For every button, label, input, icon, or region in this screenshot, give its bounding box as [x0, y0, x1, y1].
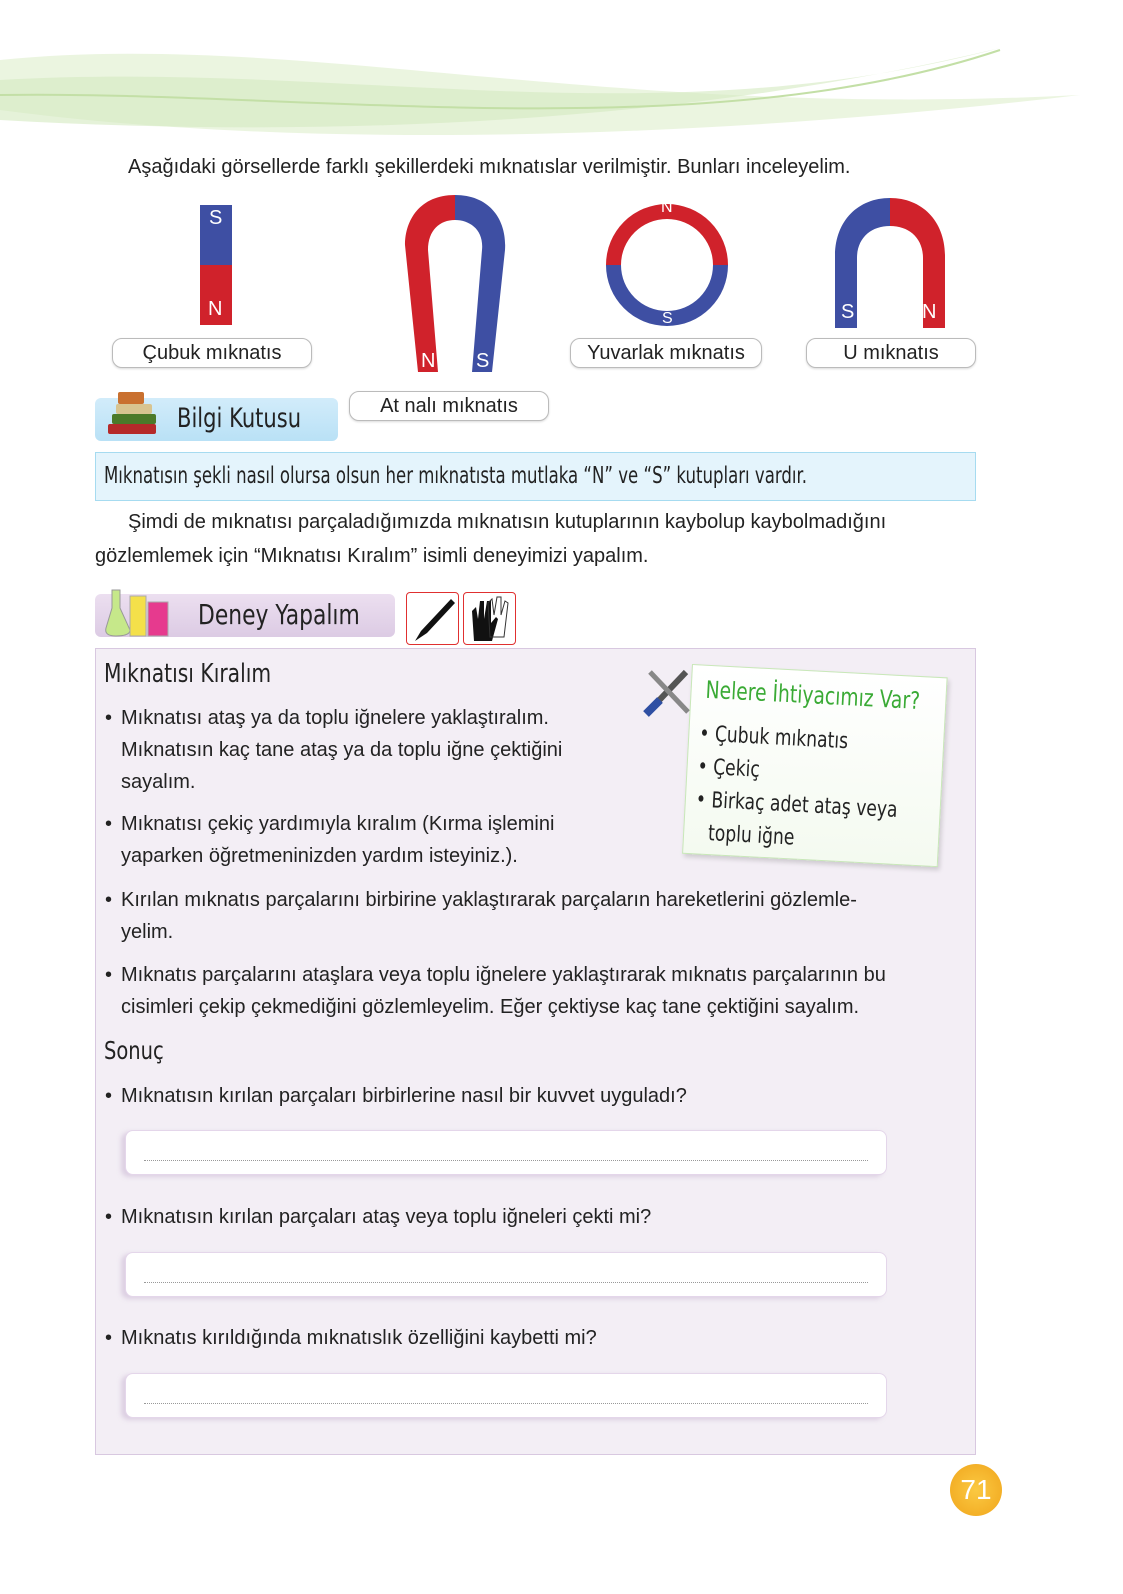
- ring-magnet-label: Yuvarlak mıknatıs: [570, 338, 762, 368]
- experiment-header-title: Deney Yapalım: [198, 598, 360, 631]
- intro-text: Aşağıdaki görsellerde farklı şekillerdeki mıknatıslar verilmiştir. Bunları inceleyelim.: [128, 156, 851, 178]
- question-text: Mıknatısın kırılan parçaları ataş veya toplu iğneleri çekti mi?: [121, 1206, 652, 1228]
- u-magnet-label: U mıknatıs: [806, 338, 976, 368]
- step-line: Mıknatısı ataş ya da toplu iğnelere yaklaştıralım.: [121, 707, 549, 729]
- knife-warning-icon: [406, 592, 459, 645]
- step-line: yaparken öğretmeninizden yardım isteyiniz.).: [121, 845, 518, 867]
- step-line: Mıknatıs parçalarını ataşlara veya toplu iğnelere yaklaştırarak mıknatıs parçalarının bu: [121, 964, 886, 986]
- answer-field-1[interactable]: [125, 1130, 887, 1175]
- u-pole-s: S: [841, 301, 855, 323]
- result-title: Sonuç: [104, 1036, 164, 1065]
- info-box-title: Bilgi Kutusu: [177, 403, 302, 434]
- lab-glassware-icon: [104, 586, 180, 638]
- answer-field-3[interactable]: [125, 1373, 887, 1418]
- bar-magnet: [200, 205, 232, 325]
- step-line: sayalım.: [121, 771, 196, 793]
- gloves-warning-icon: [463, 592, 516, 645]
- horseshoe-magnet-label: At nalı mıknatıs: [349, 391, 549, 421]
- question-text: Mıknatısın kırılan parçaları birbirlerine nasıl bir kuvvet uyguladı?: [121, 1085, 687, 1107]
- needs-item: Birkaç adet ataş veya: [710, 788, 899, 823]
- step-line: cisimleri çekip çekmediğini gözlemleyelim. Eğer çektiyse kaç tane çektiğini sayalım.: [121, 996, 860, 1018]
- info-box-text: Mıknatısın şekli nasıl olursa olsun her mıknatısta mutlaka “N” ve “S” kutupları vardır.: [104, 463, 808, 489]
- needs-item: Çubuk mıknatıs: [714, 722, 849, 755]
- step-line: Kırılan mıknatıs parçalarını birbirine yaklaştırarak parçaların hareketlerini gözlemle-: [121, 889, 857, 911]
- needs-item: Çekiç: [712, 755, 761, 783]
- answer-field-2[interactable]: [125, 1252, 887, 1297]
- step-line: yelim.: [121, 921, 174, 943]
- page-number: 71: [950, 1464, 1002, 1516]
- horseshoe-pole-n: N: [421, 350, 436, 372]
- answer-line: [144, 1403, 868, 1404]
- decorative-wave: [0, 0, 1123, 160]
- ring-pole-n: N: [661, 199, 673, 216]
- horseshoe-magnet: [400, 190, 512, 380]
- paragraph-line-2: gözlemlemek için “Mıknatısı Kıralım” isimli deneyimizi yapalım.: [95, 545, 649, 567]
- experiment-title: Mıknatısı Kıralım: [104, 659, 272, 689]
- pole-n: N: [208, 298, 223, 320]
- horseshoe-pole-s: S: [476, 350, 490, 372]
- books-icon: [102, 388, 164, 440]
- step-line: Mıknatısı çekiç yardımıyla kıralım (Kırma işlemini: [121, 813, 555, 835]
- ring-pole-s: S: [662, 310, 673, 327]
- needs-note: Nelere İhtiyacımız Var? • Çubuk mıknatıs • Çekiç • Birkaç adet ataş veya toplu iğne: [682, 664, 948, 867]
- pole-s: S: [209, 207, 223, 229]
- needs-item: toplu iğne: [707, 821, 795, 851]
- paragraph-line-1: Şimdi de mıknatısı parçaladığımızda mıknatısın kutuplarının kaybolup kaybolmadığını: [128, 511, 887, 533]
- bar-magnet-label: Çubuk mıknatıs: [112, 338, 312, 368]
- u-pole-n: N: [922, 301, 937, 323]
- tools-icon: [640, 664, 696, 722]
- step-line: Mıknatısın kaç tane ataş ya da toplu iğne çektiğini: [121, 739, 563, 761]
- needs-title: Nelere İhtiyacımız Var?: [704, 675, 921, 715]
- question-text: Mıknatıs kırıldığında mıknatıslık özelliğini kaybetti mi?: [121, 1327, 597, 1349]
- answer-line: [144, 1282, 868, 1283]
- answer-line: [144, 1160, 868, 1161]
